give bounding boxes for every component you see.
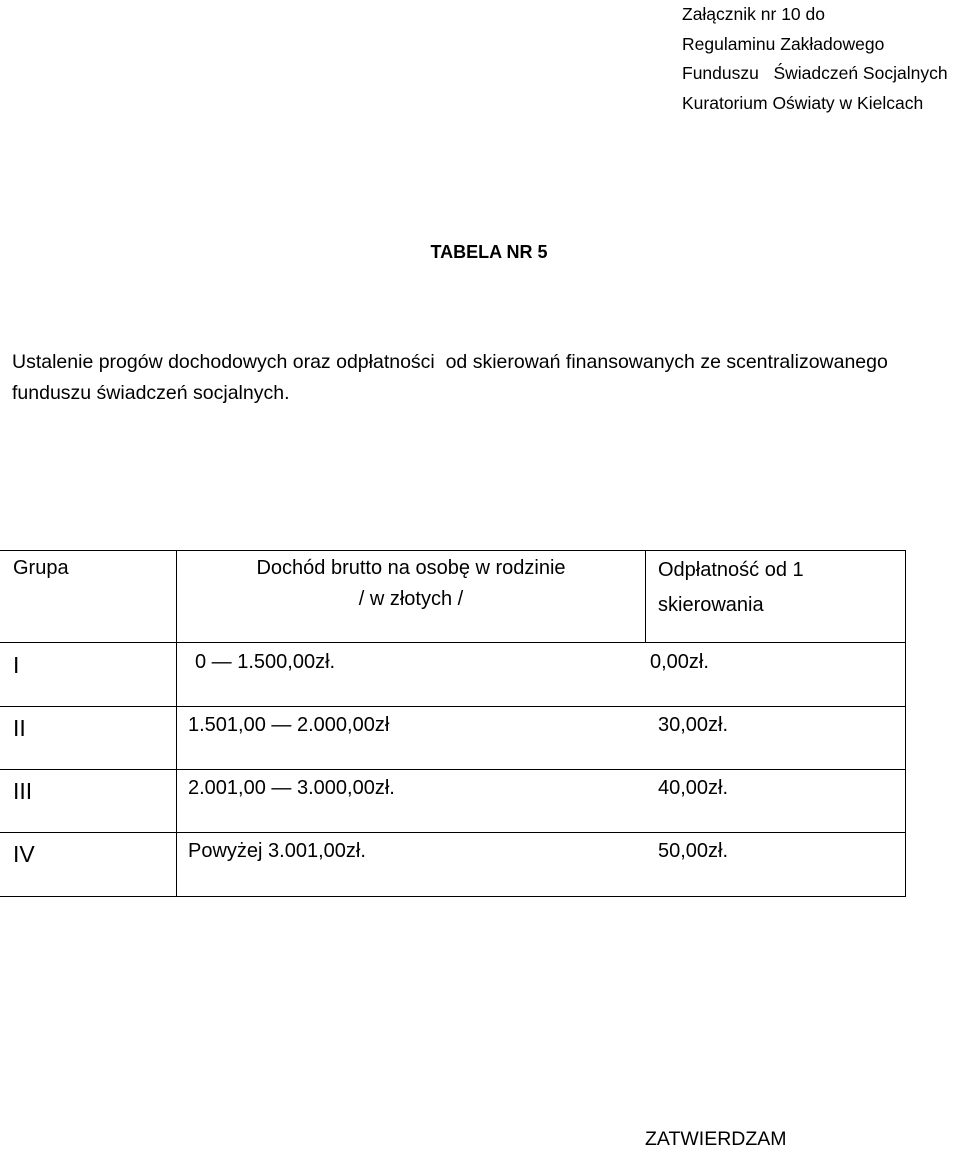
header-fee: [658, 553, 804, 623]
description: Ustalenie progów dochodowych oraz odpłatności od skierowań finansowanych ze scentralizowanego funduszu świadczeń socjalnych.: [12, 351, 894, 404]
table-rule: [0, 769, 906, 770]
row-group: II: [13, 715, 26, 741]
row-group: III: [13, 778, 33, 804]
row-fee: 50,00zł.: [658, 840, 729, 862]
row-group: I: [13, 652, 20, 678]
header-fee-line: Odpłatność od 1: [658, 559, 804, 581]
attachment-line: Załącznik nr 10 do: [682, 4, 825, 24]
table-rule: [0, 706, 906, 707]
header-fee-line: skierowania: [658, 594, 764, 616]
header-income-line: Dochód brutto na osobę w rodzinie: [256, 557, 566, 579]
attachment-line: Kuratorium Oświaty w Kielcach: [682, 92, 924, 113]
row-income: 0 — 1.500,00zł.: [195, 651, 336, 673]
row-fee: 30,00zł.: [658, 714, 729, 736]
header-group: Grupa: [13, 557, 69, 579]
attachment-line: Regulaminu Zakładowego: [682, 33, 885, 54]
row-income: Powyżej 3.001,00zł.: [188, 840, 366, 862]
row-income: 2.001,00 — 3.000,00zł.: [188, 777, 395, 799]
row-fee: 40,00zł.: [658, 777, 729, 799]
header-income: [176, 553, 646, 615]
attachment-note: [682, 0, 960, 118]
row-fee: 0,00zł.: [650, 651, 709, 673]
row-income: 1.501,00 — 2.000,00zł: [188, 714, 390, 736]
table-rule: [0, 550, 906, 551]
income-table: [0, 550, 906, 897]
attachment-line: Funduszu Świadczeń Socjalnych: [682, 63, 948, 83]
header-income-line: / w złotych /: [358, 588, 464, 610]
table-title: TABELA NR 5: [430, 242, 548, 262]
table-rule: [0, 832, 906, 833]
row-group: IV: [13, 841, 35, 867]
approval-label: ZATWIERDZAM: [645, 1128, 787, 1150]
table-rule: [0, 642, 906, 643]
